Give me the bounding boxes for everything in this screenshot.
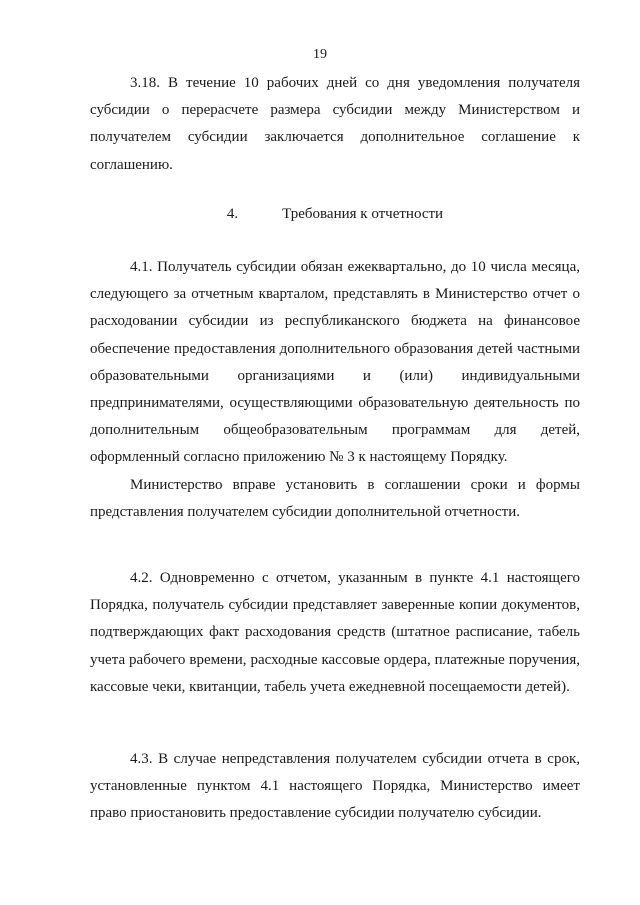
paragraph-3-18: 3.18. В течение 10 рабочих дней со дня уведомления получателя субсидии о перерасчете размера субсидии между Министерством и получателем субсидии заключается дополнительное соглашение к соглашению.	[90, 75, 580, 173]
paragraph-4-2: 4.2. Одновременно с отчетом, указанным в пункте 4.1 настоящего Порядка, получатель субсидии представляет заверенные копии документов, подтверждающих факт расходования средств (штатное расписание, табель учета рабочего времени, расходные кассовые ордера, платежные поручения, кассовые чеки, квитанции, табель учета ежедневной посещаемости детей).	[90, 570, 580, 695]
section-number: 4.	[226, 206, 239, 222]
section-4-heading-block	[90, 201, 580, 228]
paragraph-4-3: 4.3. В случае непредставления получателем субсидии отчета в срок, установленные пунктом 4.1 настоящего Порядка, Министерство имеет право приостановить предоставление субсидии получателю субсидии.	[90, 751, 580, 822]
page-number: 19	[313, 47, 327, 62]
paragraph-4-2-block	[90, 565, 580, 701]
paragraph-4-1-block	[90, 254, 580, 526]
paragraph-4-3-block	[90, 746, 580, 828]
section-title: Требования к отчетности	[282, 206, 444, 222]
paragraph-4-1: 4.1. Получатель субсидии обязан ежеквартально, до 10 числа месяца, следующего за отчетным кварталом, представлять в Министерство отчет о расходовании субсидии из республиканского бюджета на финансовое обеспечение предоставления дополнительного образования детей частными образовательными организациями и (или) индивидуальными предпринимателями, осуществляющими образовательную деятельность по дополнительным общеобразовательным программам для детей, оформленный согласно приложению № 3 к настоящему Порядку.	[90, 259, 580, 466]
paragraph-4-1-continuation: Министерство вправе установить в соглашении сроки и формы представления получателем субсидии дополнительной отчетности.	[90, 476, 580, 520]
paragraph-3-18-block	[90, 70, 580, 179]
section-heading	[90, 201, 580, 228]
